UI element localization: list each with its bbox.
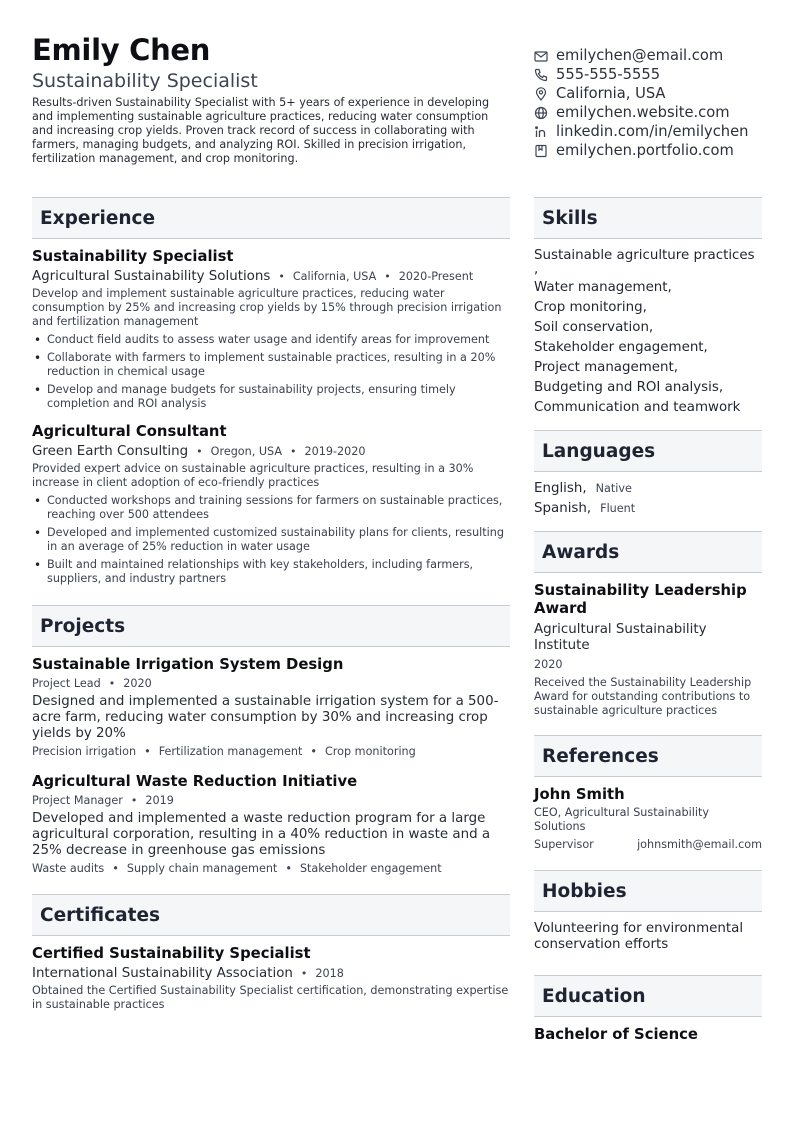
projects-header [32,605,510,647]
separator-dot: • [144,745,151,758]
section-title: Hobbies [542,880,627,902]
project-role: Project Lead [32,677,101,690]
certificates-header [32,894,510,936]
hobby-item: Volunteering for environmental conservation efforts [534,921,744,952]
section-title: Education [542,985,646,1007]
project-description: Designed and implemented a sustainable irrigation system for a 500-acre farm, reducing water consumption by 30% and increasing crop yields by 20% [32,694,499,741]
company: Agricultural Sustainability Solutions [32,269,271,284]
project-year: 2020 [123,677,152,690]
separator-dot: • [112,862,119,875]
section-title: Experience [40,207,156,229]
contact-email[interactable] [534,46,784,65]
certificate-meta [32,966,510,981]
contact-text: emilychen.portfolio.com [556,142,734,159]
skill-item: Project management, [534,360,679,375]
separator-dot: • [300,967,308,980]
side-column [534,197,762,1044]
contact-phone[interactable] [534,65,784,84]
separator-dot: • [130,794,138,807]
main-column [32,197,510,1012]
candidate-name: Emily Chen [32,33,211,67]
experience-entry [32,423,510,586]
project-role: Project Manager [32,794,123,807]
tag: Precision irrigation [32,745,137,758]
phone-icon [534,68,548,82]
language-item [534,481,762,497]
reference-email[interactable]: johnsmith@email.com [637,838,762,851]
job-summary: Develop and implement sustainable agriculture practices, reducing water consumption by 25% and increasing crop yields by 15% through precision irrigation and fertilization management [32,287,502,328]
separator-dot: • [278,270,285,283]
tag: Fertilization management [158,745,303,758]
award-description: Received the Sustainability Leadership Award for outstanding contributions to sustainable agriculture practices [534,676,752,717]
contact-website[interactable] [534,103,784,122]
bullet-item: • Conducted workshops and training sessions for farmers on sustainable practices, reaching over 500 attendees [32,494,510,522]
language-level: Native [595,482,632,495]
language-level: Fluent [600,502,636,515]
language-name: English, [534,481,587,496]
tag: Supply chain management [126,862,278,875]
project-tags [32,745,510,758]
contact-text: emilychen@email.com [556,47,724,64]
separator-dot: • [384,270,391,283]
job-location: California, USA [292,270,377,283]
skill-item: Stakeholder engagement, [534,340,708,355]
certificate-issuer: International Sustainability Association [32,966,293,981]
skills-list [534,248,762,416]
job-dates: 2020-Present [398,270,474,283]
section-title: Awards [542,541,620,563]
award-name: Sustainability Leadership Award [534,582,747,617]
project-name: Sustainable Irrigation System Design [32,656,344,673]
awards-header [534,531,762,573]
tag: Crop monitoring [325,745,416,758]
skill-item: Budgeting and ROI analysis, [534,380,724,395]
job-summary: Provided expert advice on sustainable agriculture practices, resulting in a 30% increase in client adoption of eco-friendly practices [32,462,474,489]
job-bullets [32,333,510,411]
certificate-year: 2018 [315,967,344,980]
job-meta [32,444,510,459]
certificate-description: Obtained the Certified Sustainability Specialist certification, demonstrating expertise in sustainable practices [32,984,509,1011]
separator-dot: • [290,445,297,458]
languages-list [534,481,762,517]
award-entry [534,582,762,718]
skill-item: Crop monitoring, [534,300,647,315]
award-year: 2020 [534,658,563,671]
linkedin-icon [534,125,548,139]
language-item [534,501,762,517]
skill-item: Communication and teamwork [534,400,741,415]
bullet-item: • Conduct field audits to assess water usage and identify areas for improvement [32,333,510,347]
job-dates: 2019-2020 [304,445,366,458]
separator-dot: • [285,862,292,875]
section-title: Languages [542,440,656,462]
bullet-item: • Collaborate with farmers to implement sustainable practices, resulting in a 20% reduction in chemical usage [32,351,510,379]
section-title: Projects [40,615,126,637]
skill-item: Sustainable agriculture practices [534,248,755,263]
company: Green Earth Consulting [32,444,189,459]
job-meta [32,269,510,284]
project-tags [32,862,510,875]
education-header [534,975,762,1017]
project-name: Agricultural Waste Reduction Initiative [32,773,358,790]
contact-text: emilychen.website.com [556,104,730,121]
separator-dot: • [196,445,203,458]
project-year: 2019 [145,794,174,807]
job-bullets [32,494,510,586]
experience-entry [32,248,510,411]
separator-dot: • [108,677,116,690]
bullet-item: • Built and maintained relationships with key stakeholders, including farmers, suppliers, and industry partners [32,558,510,586]
education-degree: Bachelor of Science [534,1026,698,1043]
mail-icon [534,49,548,63]
section-title: Skills [542,207,598,229]
contact-text: California, USA [556,85,666,102]
project-meta [32,794,510,807]
section-title: References [542,745,659,767]
bullet-item: • Develop and manage budgets for sustainability projects, ensuring timely completion and ROI analysis [32,383,510,411]
tag: Waste audits [32,862,105,875]
bullet-item: • Developed and implemented customized sustainability plans for clients, resulting in an average of 25% reduction in water usage [32,526,510,554]
skill-item: Soil conservation, [534,320,654,335]
project-description: Developed and implemented a waste reduction program for a large agricultural corporation, resulting in a 40% reduction in waste and a 25% decrease in greenhouse gas emissions [32,811,491,858]
reference-name: John Smith [534,786,625,803]
certificate-name: Certified Sustainability Specialist [32,945,311,962]
contact-linkedin[interactable] [534,122,784,141]
skills-header [534,197,762,239]
reference-position: CEO, Agricultural Sustainability Solutions [534,806,709,833]
contact-portfolio[interactable] [534,141,784,160]
skill-separator: , [534,262,539,277]
job-location: Oregon, USA [210,445,282,458]
candidate-title: Sustainability Specialist [32,70,258,92]
contact-location [534,84,784,103]
languages-header [534,430,762,472]
contact-text: 555-555-5555 [556,66,661,83]
tag: Stakeholder engagement [299,862,442,875]
contact-list [534,46,784,160]
portfolio-icon [534,144,548,158]
certificate-entry [32,945,510,1012]
job-title: Sustainability Specialist [32,248,234,265]
section-title: Certificates [40,904,160,926]
separator-dot: • [310,745,317,758]
award-org: Agricultural Sustainability Institute [534,622,707,653]
summary: Results-driven Sustainability Specialist with 5+ years of experience in developing and implementing sustainable agriculture practices, reducing water consumption and increasing crop yields. Proven track record of success in collaborating with farmers, managing budgets, and analyzing ROI. Skilled in precision irrigation, fertilization management, and crop monitoring. [32,96,490,165]
reference-entry [534,786,762,851]
reference-contact-row [534,838,762,851]
reference-relation: Supervisor [534,838,594,851]
hobbies-header [534,870,762,912]
project-meta [32,677,510,690]
skill-item: Water management, [534,280,672,295]
references-header [534,735,762,777]
location-icon [534,87,548,101]
project-entry [32,773,510,875]
globe-icon [534,106,548,120]
job-title: Agricultural Consultant [32,423,227,440]
experience-header [32,197,510,239]
header [32,33,512,166]
contact-text: linkedin.com/in/emilychen [556,123,749,140]
project-entry [32,656,510,758]
language-name: Spanish, [534,501,592,516]
